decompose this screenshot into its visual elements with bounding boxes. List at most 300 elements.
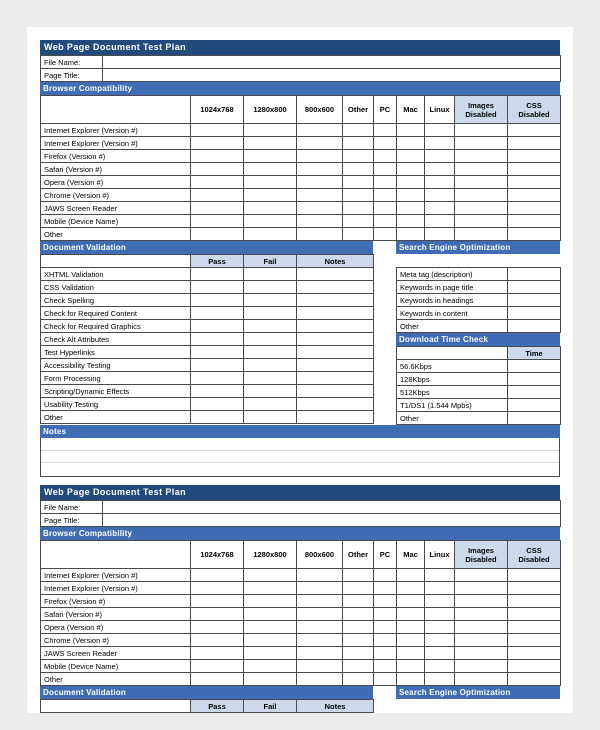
input-cell[interactable] <box>343 634 374 647</box>
input-cell[interactable] <box>191 281 244 294</box>
input-cell[interactable] <box>425 202 455 215</box>
input-cell[interactable] <box>297 281 374 294</box>
row-label: JAWS Screen Reader <box>41 647 191 660</box>
input-cell[interactable] <box>508 673 561 686</box>
column-header: 800x600 <box>297 96 343 124</box>
input-cell[interactable] <box>297 634 343 647</box>
field-value-cell[interactable] <box>103 514 561 527</box>
input-cell[interactable] <box>455 608 508 621</box>
input-cell[interactable] <box>425 137 455 150</box>
input-cell[interactable] <box>297 268 374 281</box>
input-cell[interactable] <box>343 163 374 176</box>
input-cell[interactable] <box>343 647 374 660</box>
table-row <box>41 268 374 281</box>
input-cell[interactable] <box>191 320 244 333</box>
input-cell[interactable] <box>374 137 397 150</box>
input-cell[interactable] <box>425 215 455 228</box>
document-title-bar: Web Page Document Test Plan <box>40 40 560 55</box>
input-cell[interactable] <box>397 228 425 241</box>
input-cell[interactable] <box>244 385 297 398</box>
document-validation-block <box>40 241 373 424</box>
column-header: Fail <box>244 255 297 268</box>
section-header-browser-compatibility: Browser Compatibility <box>40 82 560 95</box>
input-cell[interactable] <box>508 189 561 202</box>
row-label: Keywords in content <box>397 307 508 320</box>
input-cell[interactable] <box>455 673 508 686</box>
column-header: 1280x800 <box>244 96 297 124</box>
input-cell[interactable] <box>455 582 508 595</box>
input-cell[interactable] <box>244 124 297 137</box>
column-header: 1024x768 <box>191 96 244 124</box>
input-cell[interactable] <box>425 569 455 582</box>
input-cell[interactable] <box>455 215 508 228</box>
input-cell[interactable] <box>297 307 374 320</box>
row-label: Mobile (Device Name) <box>41 660 191 673</box>
input-cell[interactable] <box>191 215 244 228</box>
field-label: Page Title: <box>41 514 103 527</box>
input-cell[interactable] <box>297 333 374 346</box>
input-cell[interactable] <box>508 124 561 137</box>
input-cell[interactable] <box>455 124 508 137</box>
input-cell[interactable] <box>425 595 455 608</box>
notes-input-area[interactable] <box>40 438 560 477</box>
row-label: Keywords in page title <box>397 281 508 294</box>
section-header-notes: Notes <box>40 425 560 438</box>
input-cell[interactable] <box>343 582 374 595</box>
input-cell[interactable] <box>297 137 343 150</box>
input-cell[interactable] <box>374 163 397 176</box>
input-cell[interactable] <box>508 595 561 608</box>
column-header: Pass <box>191 255 244 268</box>
grid-table <box>40 540 561 686</box>
input-cell[interactable] <box>191 189 244 202</box>
input-cell[interactable] <box>374 124 397 137</box>
input-cell[interactable] <box>244 281 297 294</box>
input-cell[interactable] <box>508 307 561 320</box>
input-cell[interactable] <box>297 202 343 215</box>
input-cell[interactable] <box>508 360 561 373</box>
input-cell[interactable] <box>343 660 374 673</box>
input-cell[interactable] <box>425 124 455 137</box>
input-cell[interactable] <box>244 372 297 385</box>
input-cell[interactable] <box>343 608 374 621</box>
input-cell[interactable] <box>297 176 343 189</box>
column-header: Other <box>343 541 374 569</box>
input-cell[interactable] <box>397 673 425 686</box>
field-value-cell[interactable] <box>103 501 561 514</box>
input-cell[interactable] <box>455 176 508 189</box>
input-cell[interactable] <box>374 202 397 215</box>
input-cell[interactable] <box>374 176 397 189</box>
seo-block <box>396 241 560 425</box>
row-label: 512Kbps <box>397 386 508 399</box>
input-cell[interactable] <box>244 202 297 215</box>
input-cell[interactable] <box>455 150 508 163</box>
table-row <box>41 228 561 241</box>
row-label: Internet Explorer (Version #) <box>41 137 191 150</box>
row-label: Other <box>397 320 508 333</box>
input-cell[interactable] <box>374 673 397 686</box>
table-row <box>41 501 561 514</box>
input-cell[interactable] <box>191 137 244 150</box>
row-label: Opera (Version #) <box>41 176 191 189</box>
input-cell[interactable] <box>297 595 343 608</box>
input-cell[interactable] <box>508 281 561 294</box>
input-cell[interactable] <box>343 595 374 608</box>
column-header: CSS Disabled <box>508 541 561 569</box>
input-cell[interactable] <box>244 634 297 647</box>
input-cell[interactable] <box>191 582 244 595</box>
column-header: Images Disabled <box>455 541 508 569</box>
column-header: PC <box>374 541 397 569</box>
corner-cell <box>41 541 191 569</box>
input-cell[interactable] <box>508 163 561 176</box>
input-cell[interactable] <box>374 215 397 228</box>
input-cell[interactable] <box>244 268 297 281</box>
grid-table <box>40 500 561 527</box>
input-cell[interactable] <box>244 621 297 634</box>
input-cell[interactable] <box>374 647 397 660</box>
input-cell[interactable] <box>508 582 561 595</box>
input-cell[interactable] <box>455 163 508 176</box>
input-cell[interactable] <box>455 660 508 673</box>
input-cell[interactable] <box>297 398 374 411</box>
table-row <box>41 595 561 608</box>
row-label: Firefox (Version #) <box>41 595 191 608</box>
corner-cell <box>41 255 191 268</box>
input-cell[interactable] <box>244 189 297 202</box>
input-cell[interactable] <box>343 228 374 241</box>
input-cell[interactable] <box>508 373 561 386</box>
input-cell[interactable] <box>397 621 425 634</box>
input-cell[interactable] <box>374 634 397 647</box>
input-cell[interactable] <box>343 189 374 202</box>
input-cell[interactable] <box>397 582 425 595</box>
input-cell[interactable] <box>244 582 297 595</box>
input-cell[interactable] <box>191 372 244 385</box>
input-cell[interactable] <box>191 673 244 686</box>
input-cell[interactable] <box>508 202 561 215</box>
input-cell[interactable] <box>191 385 244 398</box>
input-cell[interactable] <box>508 621 561 634</box>
input-cell[interactable] <box>374 150 397 163</box>
input-cell[interactable] <box>297 294 374 307</box>
input-cell[interactable] <box>508 386 561 399</box>
input-cell[interactable] <box>191 228 244 241</box>
table-row <box>41 359 374 372</box>
input-cell[interactable] <box>455 189 508 202</box>
input-cell[interactable] <box>425 621 455 634</box>
input-cell[interactable] <box>191 660 244 673</box>
input-cell[interactable] <box>455 569 508 582</box>
input-cell[interactable] <box>191 621 244 634</box>
corner-cell <box>41 700 191 713</box>
input-cell[interactable] <box>397 660 425 673</box>
input-cell[interactable] <box>397 176 425 189</box>
table-row <box>397 347 561 360</box>
input-cell[interactable] <box>455 621 508 634</box>
input-cell[interactable] <box>508 399 561 412</box>
table-row <box>41 398 374 411</box>
input-cell[interactable] <box>374 595 397 608</box>
input-cell[interactable] <box>191 333 244 346</box>
input-cell[interactable] <box>191 176 244 189</box>
input-cell[interactable] <box>374 582 397 595</box>
input-cell[interactable] <box>425 163 455 176</box>
input-cell[interactable] <box>244 647 297 660</box>
input-cell[interactable] <box>297 320 374 333</box>
input-cell[interactable] <box>297 189 343 202</box>
input-cell[interactable] <box>244 228 297 241</box>
input-cell[interactable] <box>244 320 297 333</box>
input-cell[interactable] <box>244 595 297 608</box>
table-row <box>397 307 561 320</box>
input-cell[interactable] <box>244 307 297 320</box>
input-cell[interactable] <box>343 569 374 582</box>
document-title-bar: Web Page Document Test Plan <box>40 485 560 500</box>
column-header: Images Disabled <box>455 96 508 124</box>
input-cell[interactable] <box>191 647 244 660</box>
input-cell[interactable] <box>374 228 397 241</box>
input-cell[interactable] <box>297 150 343 163</box>
row-label: Form Processing <box>41 372 191 385</box>
column-header: Fail <box>244 700 297 713</box>
input-cell[interactable] <box>244 215 297 228</box>
input-cell[interactable] <box>455 202 508 215</box>
input-cell[interactable] <box>244 346 297 359</box>
input-cell[interactable] <box>343 621 374 634</box>
input-cell[interactable] <box>397 137 425 150</box>
input-cell[interactable] <box>297 385 374 398</box>
input-cell[interactable] <box>508 268 561 281</box>
seo-block <box>396 686 560 712</box>
input-cell[interactable] <box>343 176 374 189</box>
input-cell[interactable] <box>343 137 374 150</box>
input-cell[interactable] <box>297 228 343 241</box>
input-cell[interactable] <box>191 411 244 424</box>
input-cell[interactable] <box>397 569 425 582</box>
input-cell[interactable] <box>297 569 343 582</box>
notes-row <box>41 451 559 464</box>
field-label: File Name: <box>41 56 103 69</box>
input-cell[interactable] <box>374 189 397 202</box>
input-cell[interactable] <box>425 176 455 189</box>
input-cell[interactable] <box>297 163 343 176</box>
input-cell[interactable] <box>244 660 297 673</box>
row-label: Mobile (Device Name) <box>41 215 191 228</box>
table-row <box>41 320 374 333</box>
row-label: Usability Testing <box>41 398 191 411</box>
input-cell[interactable] <box>425 228 455 241</box>
input-cell[interactable] <box>508 608 561 621</box>
input-cell[interactable] <box>297 411 374 424</box>
table-row <box>397 399 561 412</box>
column-header: 1024x768 <box>191 541 244 569</box>
input-cell[interactable] <box>508 647 561 660</box>
input-cell[interactable] <box>244 163 297 176</box>
column-header: Notes <box>297 255 374 268</box>
input-cell[interactable] <box>343 202 374 215</box>
input-cell[interactable] <box>508 569 561 582</box>
table-row <box>41 163 561 176</box>
input-cell[interactable] <box>397 124 425 137</box>
input-cell[interactable] <box>343 215 374 228</box>
input-cell[interactable] <box>374 569 397 582</box>
input-cell[interactable] <box>508 634 561 647</box>
input-cell[interactable] <box>455 595 508 608</box>
table-row <box>41 411 374 424</box>
input-cell[interactable] <box>397 163 425 176</box>
input-cell[interactable] <box>191 608 244 621</box>
input-cell[interactable] <box>397 634 425 647</box>
input-cell[interactable] <box>397 189 425 202</box>
table-row <box>397 294 561 307</box>
input-cell[interactable] <box>191 124 244 137</box>
input-cell[interactable] <box>297 124 343 137</box>
notes-row <box>41 438 559 451</box>
input-cell[interactable] <box>297 346 374 359</box>
input-cell[interactable] <box>244 673 297 686</box>
row-label: Meta tag (description) <box>397 268 508 281</box>
input-cell[interactable] <box>244 569 297 582</box>
input-cell[interactable] <box>455 647 508 660</box>
input-cell[interactable] <box>425 647 455 660</box>
row-label: Scripting/Dynamic Effects <box>41 385 191 398</box>
table-row <box>397 281 561 294</box>
input-cell[interactable] <box>191 634 244 647</box>
input-cell[interactable] <box>297 359 374 372</box>
table-row <box>41 202 561 215</box>
column-header: 800x600 <box>297 541 343 569</box>
input-cell[interactable] <box>397 202 425 215</box>
input-cell[interactable] <box>244 398 297 411</box>
input-cell[interactable] <box>191 294 244 307</box>
input-cell[interactable] <box>191 398 244 411</box>
input-cell[interactable] <box>297 215 343 228</box>
row-label: Chrome (Version #) <box>41 634 191 647</box>
input-cell[interactable] <box>297 621 343 634</box>
input-cell[interactable] <box>508 137 561 150</box>
input-cell[interactable] <box>397 647 425 660</box>
input-cell[interactable] <box>297 608 343 621</box>
field-value-cell[interactable] <box>103 69 561 82</box>
input-cell[interactable] <box>343 124 374 137</box>
column-header: Linux <box>425 541 455 569</box>
input-cell[interactable] <box>508 150 561 163</box>
input-cell[interactable] <box>425 660 455 673</box>
column-header: Mac <box>397 96 425 124</box>
corner-cell <box>397 347 508 360</box>
input-cell[interactable] <box>425 150 455 163</box>
column-header: Time <box>508 347 561 360</box>
input-cell[interactable] <box>455 137 508 150</box>
input-cell[interactable] <box>397 608 425 621</box>
input-cell[interactable] <box>425 634 455 647</box>
input-cell[interactable] <box>343 150 374 163</box>
input-cell[interactable] <box>508 294 561 307</box>
input-cell[interactable] <box>297 582 343 595</box>
field-label: Page Title: <box>41 69 103 82</box>
grid-table <box>396 346 561 425</box>
document-validation-block <box>40 686 373 713</box>
input-cell[interactable] <box>244 359 297 372</box>
input-cell[interactable] <box>191 359 244 372</box>
grid-table <box>40 699 374 713</box>
input-cell[interactable] <box>374 608 397 621</box>
input-cell[interactable] <box>508 320 561 333</box>
input-cell[interactable] <box>191 307 244 320</box>
input-cell[interactable] <box>191 150 244 163</box>
input-cell[interactable] <box>244 294 297 307</box>
table-row <box>41 385 374 398</box>
input-cell[interactable] <box>244 608 297 621</box>
input-cell[interactable] <box>191 595 244 608</box>
row-label: JAWS Screen Reader <box>41 202 191 215</box>
input-cell[interactable] <box>374 621 397 634</box>
column-header: 1280x800 <box>244 541 297 569</box>
table-row <box>41 372 374 385</box>
input-cell[interactable] <box>191 202 244 215</box>
input-cell[interactable] <box>374 660 397 673</box>
table-row <box>41 307 374 320</box>
input-cell[interactable] <box>508 412 561 425</box>
input-cell[interactable] <box>508 228 561 241</box>
row-label: Check for Required Content <box>41 307 191 320</box>
input-cell[interactable] <box>191 163 244 176</box>
column-header: Mac <box>397 541 425 569</box>
input-cell[interactable] <box>244 333 297 346</box>
validation-seo-section <box>40 241 560 425</box>
input-cell[interactable] <box>455 228 508 241</box>
table-row <box>41 634 561 647</box>
table-row <box>41 96 561 124</box>
input-cell[interactable] <box>191 268 244 281</box>
grid-table <box>40 254 374 424</box>
input-cell[interactable] <box>508 660 561 673</box>
input-cell[interactable] <box>297 372 374 385</box>
input-cell[interactable] <box>191 569 244 582</box>
row-label: Other <box>41 673 191 686</box>
field-value-cell[interactable] <box>103 56 561 69</box>
input-cell[interactable] <box>425 189 455 202</box>
input-cell[interactable] <box>297 660 343 673</box>
table-row <box>397 360 561 373</box>
input-cell[interactable] <box>508 215 561 228</box>
input-cell[interactable] <box>297 647 343 660</box>
input-cell[interactable] <box>343 673 374 686</box>
input-cell[interactable] <box>297 673 343 686</box>
input-cell[interactable] <box>244 150 297 163</box>
input-cell[interactable] <box>508 176 561 189</box>
input-cell[interactable] <box>425 673 455 686</box>
input-cell[interactable] <box>397 215 425 228</box>
column-gap <box>373 686 396 699</box>
input-cell[interactable] <box>244 411 297 424</box>
notes-row <box>41 463 559 476</box>
input-cell[interactable] <box>397 595 425 608</box>
input-cell[interactable] <box>425 582 455 595</box>
input-cell[interactable] <box>191 346 244 359</box>
input-cell[interactable] <box>244 176 297 189</box>
table-row <box>41 124 561 137</box>
table-row <box>41 608 561 621</box>
test-plan-copy <box>40 40 560 477</box>
input-cell[interactable] <box>425 608 455 621</box>
input-cell[interactable] <box>397 150 425 163</box>
table-row <box>41 647 561 660</box>
input-cell[interactable] <box>244 137 297 150</box>
input-cell[interactable] <box>455 634 508 647</box>
